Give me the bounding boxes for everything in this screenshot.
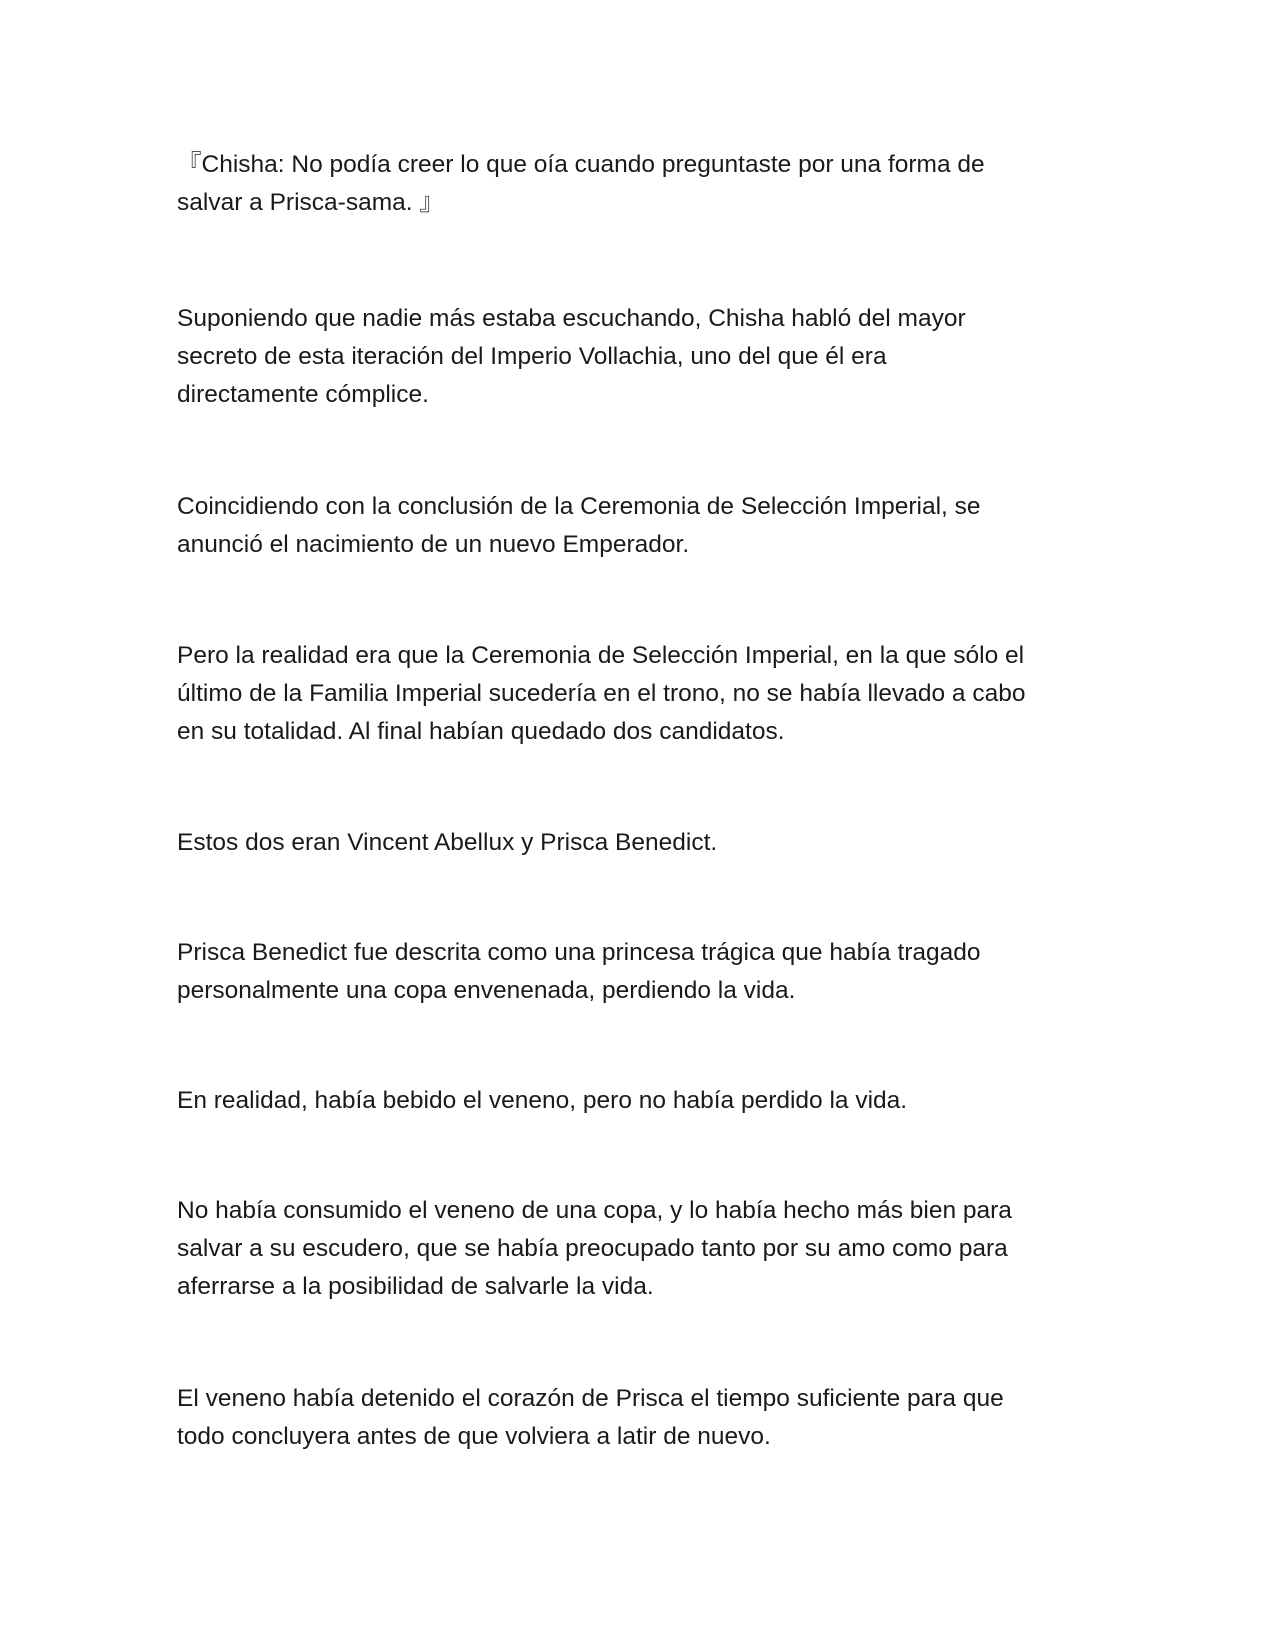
paragraph-squire: No había consumido el veneno de una copa, y lo había hecho más bien para salvar a su escudero, que se había preocupado tanto por su amo como para aferrarse a la posibilidad de salvarle la vida. <box>177 1197 1012 1300</box>
paragraph-candidates: Estos dos eran Vincent Abellux y Prisca Benedict. <box>177 829 718 856</box>
paragraph-reality: Pero la realidad era que la Ceremonia de Selección Imperial, en la que sólo el último de la Familia Imperial sucedería en el trono, no se había llevado a cabo en su totalidad. Al final habían quedado dos candidatos. <box>177 642 1026 745</box>
paragraph-poison-reality: En realidad, había bebido el veneno, pero no había perdido la vida. <box>177 1087 908 1114</box>
paragraph-ceremony-conclusion: Coincidiendo con la conclusión de la Ceremonia de Selección Imperial, se anunció el nacimiento de un nuevo Emperador. <box>177 493 981 558</box>
paragraph-heart-stopped: El veneno había detenido el corazón de Prisca el tiempo suficiente para que todo concluyera antes de que volviera a latir de nuevo. <box>177 1385 1004 1450</box>
paragraph-secret: Suponiendo que nadie más estaba escuchando, Chisha habló del mayor secreto de esta iteración del Imperio Vollachia, uno del que él era directamente cómplice. <box>177 305 966 408</box>
paragraph-chisha-quote: 『Chisha: No podía creer lo que oía cuando preguntaste por una forma de salvar a Prisca-sama. 』 <box>177 151 985 216</box>
paragraph-tragic-princess: Prisca Benedict fue descrita como una princesa trágica que había tragado personalmente una copa envenenada, perdiendo la vida. <box>177 939 981 1004</box>
